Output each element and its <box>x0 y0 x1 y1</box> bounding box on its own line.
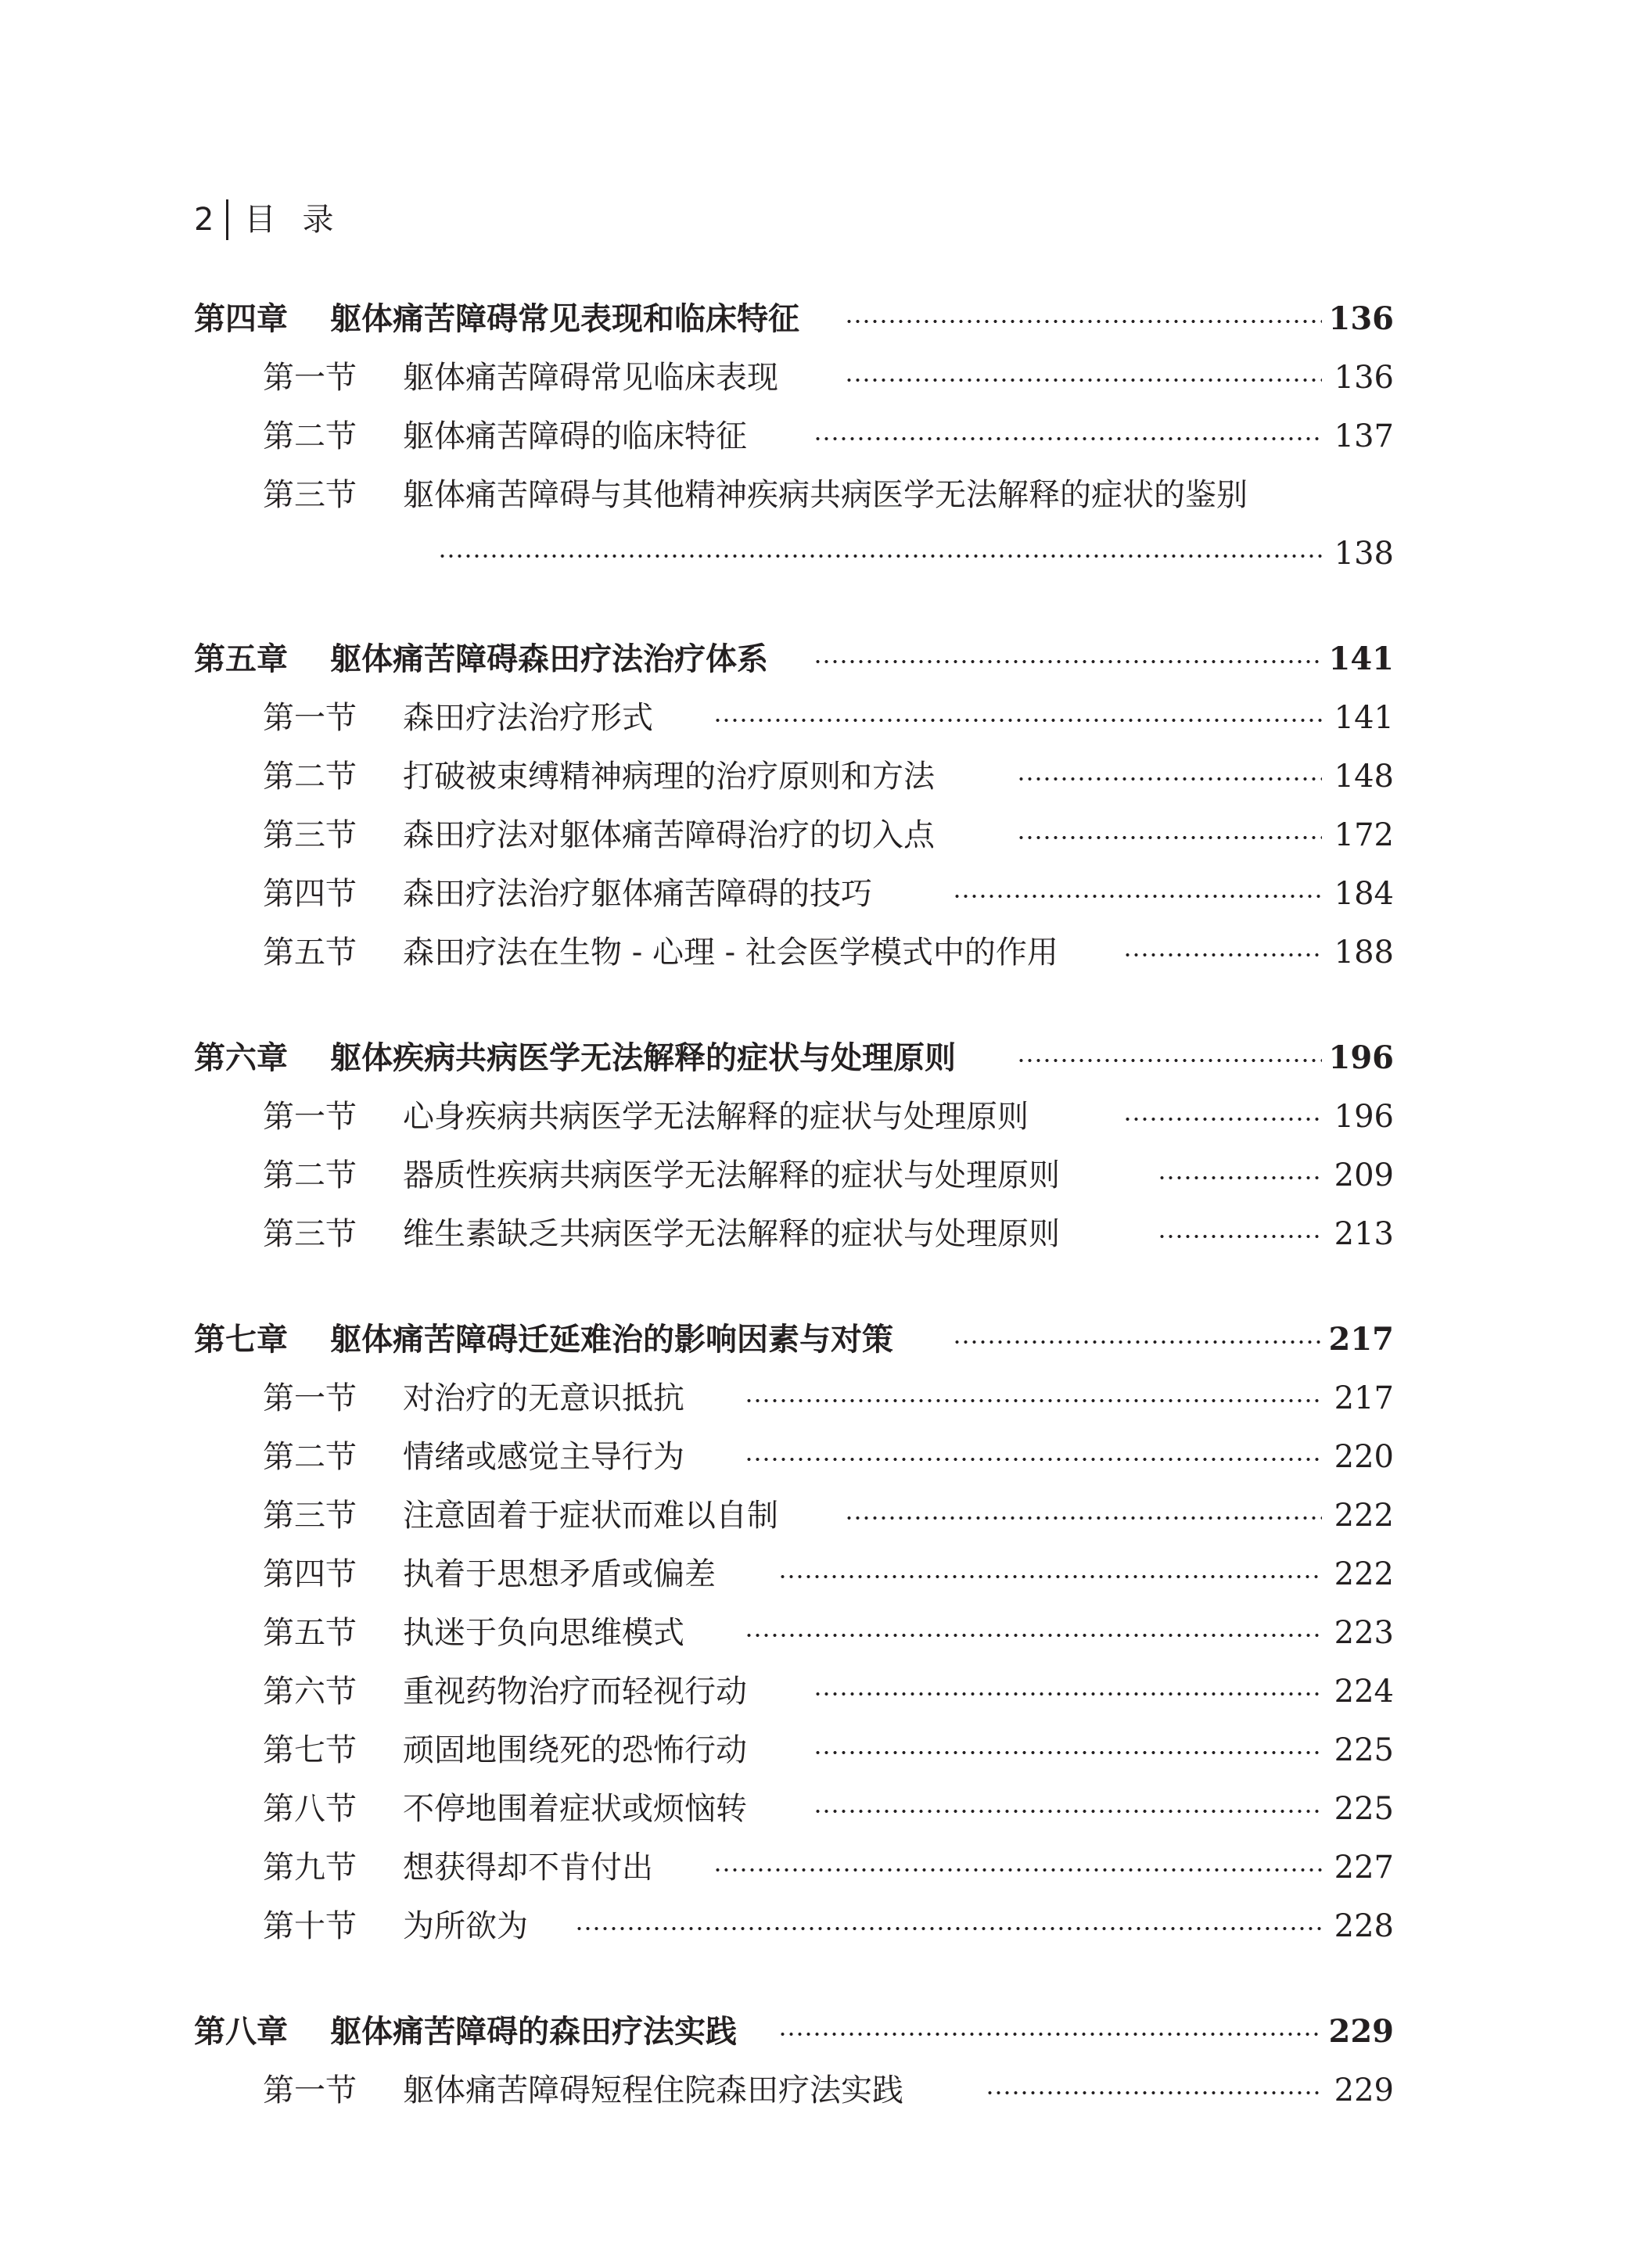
section-title: 森田疗法治疗形式 <box>403 700 653 736</box>
leader-dots <box>814 660 1322 663</box>
toc-section-row <box>0 694 1627 741</box>
toc-section-row <box>0 1211 1627 1258</box>
toc-chapter-row <box>0 636 1627 683</box>
toc-section-row <box>0 753 1627 800</box>
section-title: 对治疗的无意识抵抗 <box>403 1380 684 1416</box>
section-title: 执迷于负向思维模式 <box>403 1615 684 1651</box>
section-title: 不停地围着症状或烦恼转 <box>403 1791 747 1827</box>
leader-dots <box>986 2091 1322 2094</box>
page-number: 217 <box>1334 1380 1394 1416</box>
leader-dots <box>745 1634 1322 1637</box>
page-number: 224 <box>1334 1674 1394 1710</box>
section-title: 顽固地围绕死的恐怖行动 <box>403 1732 747 1768</box>
chapter-title: 躯体痛苦障碍迁延难治的影响因素与对策 <box>330 1322 893 1358</box>
section-title: 森田疗法在生物 - 心理 - 社会医学模式中的作用 <box>403 935 1058 971</box>
section-label: 第五节 <box>263 935 357 971</box>
toc-chapter-row <box>0 1035 1627 1082</box>
page-number: 227 <box>1334 1850 1394 1886</box>
header-title: 目录 <box>244 202 361 238</box>
section-title: 器质性疾病共病医学无法解释的症状与处理原则 <box>403 1157 1060 1193</box>
header-page-number: 2 <box>194 202 214 238</box>
leader-dots <box>745 1458 1322 1461</box>
section-title: 情绪或感觉主导行为 <box>403 1439 684 1475</box>
page-number: 229 <box>1328 2013 1394 2050</box>
page-number: 222 <box>1334 1556 1394 1592</box>
leader-dots <box>1158 1235 1322 1238</box>
toc-section-row <box>0 413 1627 460</box>
page-number: 141 <box>1328 641 1394 677</box>
page-number: 172 <box>1334 817 1394 853</box>
chapter-title: 躯体疾病共病医学无法解释的症状与处理原则 <box>330 1040 956 1076</box>
leader-dots <box>814 437 1322 440</box>
leader-dots <box>713 1868 1322 1871</box>
leader-dots <box>845 320 1322 323</box>
leader-dots <box>845 1516 1322 1520</box>
section-label: 第九节 <box>263 1850 357 1886</box>
leader-dots <box>814 1810 1322 1813</box>
section-title: 注意固着于症状而难以自制 <box>403 1498 778 1534</box>
toc-section-row <box>0 1375 1627 1422</box>
page-number: 213 <box>1334 1216 1394 1252</box>
section-label: 第七节 <box>263 1732 357 1768</box>
chapter-label: 第六章 <box>194 1040 288 1076</box>
section-title: 躯体痛苦障碍的临床特征 <box>403 418 747 454</box>
page-number: 209 <box>1334 1157 1394 1193</box>
chapter-label: 第八章 <box>194 2014 288 2050</box>
section-label: 第一节 <box>263 700 357 736</box>
leader-dots <box>845 379 1322 382</box>
section-title: 想获得却不肯付出 <box>403 1850 653 1886</box>
toc-section-row <box>0 1093 1627 1140</box>
toc-section-row <box>0 1727 1627 1774</box>
leader-dots <box>438 554 1322 558</box>
toc-section-row <box>0 472 1627 519</box>
leader-dots <box>1123 1118 1322 1121</box>
toc-section-row <box>0 2067 1627 2114</box>
leader-dots <box>575 1927 1322 1930</box>
page-number: 188 <box>1334 935 1394 971</box>
chapter-label: 第七章 <box>194 1322 288 1358</box>
section-label: 第二节 <box>263 418 357 454</box>
toc-section-row <box>0 1609 1627 1656</box>
leader-dots <box>778 1575 1322 1578</box>
page-number: 196 <box>1328 1039 1394 1076</box>
section-label: 第三节 <box>263 1216 357 1252</box>
toc-section-row <box>0 1152 1627 1199</box>
section-title: 维生素缺乏共病医学无法解释的症状与处理原则 <box>403 1216 1060 1252</box>
section-label: 第二节 <box>263 1157 357 1193</box>
section-label: 第一节 <box>263 1099 357 1135</box>
section-label: 第三节 <box>263 817 357 853</box>
section-title: 躯体痛苦障碍与其他精神疾病共病医学无法解释的症状的鉴别 <box>403 477 1248 513</box>
section-label: 第一节 <box>263 2072 357 2108</box>
leader-dots <box>778 2033 1322 2036</box>
section-title: 躯体痛苦障碍常见临床表现 <box>403 360 778 396</box>
section-label: 第四节 <box>263 1556 357 1592</box>
toc-section-row <box>0 1668 1627 1715</box>
page-number: 136 <box>1328 300 1394 337</box>
leader-dots <box>745 1399 1322 1402</box>
page-number: 196 <box>1334 1099 1394 1135</box>
toc-section-row <box>0 1903 1627 1950</box>
page-number: 228 <box>1334 1908 1394 1944</box>
section-label: 第二节 <box>263 759 357 795</box>
chapter-title: 躯体痛苦障碍常见表现和临床特征 <box>330 301 799 337</box>
section-label: 第一节 <box>263 360 357 396</box>
leader-dots <box>814 1692 1322 1696</box>
toc-section-row <box>0 1551 1627 1598</box>
leader-dots <box>1017 1059 1322 1062</box>
section-title: 森田疗法对躯体痛苦障碍治疗的切入点 <box>403 817 935 853</box>
page-number: 229 <box>1334 2072 1394 2108</box>
section-label: 第三节 <box>263 477 357 513</box>
leader-dots <box>814 1751 1322 1754</box>
page-number: 223 <box>1334 1615 1394 1651</box>
leader-dots <box>1123 953 1322 956</box>
toc-section-row <box>0 530 1627 577</box>
leader-dots <box>1017 777 1322 781</box>
section-label: 第四节 <box>263 876 357 912</box>
toc-section-row <box>0 1434 1627 1480</box>
toc-section-row <box>0 354 1627 401</box>
section-label: 第二节 <box>263 1439 357 1475</box>
section-title: 为所欲为 <box>403 1908 528 1944</box>
toc-section-row <box>0 1492 1627 1539</box>
leader-dots <box>953 895 1322 898</box>
toc-section-row <box>0 1785 1627 1832</box>
section-label: 第十节 <box>263 1908 357 1944</box>
toc-chapter-row <box>0 296 1627 343</box>
section-title: 躯体痛苦障碍短程住院森田疗法实践 <box>403 2072 903 2108</box>
section-label: 第八节 <box>263 1791 357 1827</box>
chapter-label: 第五章 <box>194 641 288 677</box>
section-title: 执着于思想矛盾或偏差 <box>403 1556 716 1592</box>
section-title: 森田疗法治疗躯体痛苦障碍的技巧 <box>403 876 872 912</box>
chapter-title: 躯体痛苦障碍森田疗法治疗体系 <box>330 641 768 677</box>
page-number: 184 <box>1334 876 1394 912</box>
page-number: 137 <box>1334 418 1394 454</box>
toc-section-row <box>0 812 1627 859</box>
section-title: 心身疾病共病医学无法解释的症状与处理原则 <box>403 1099 1029 1135</box>
chapter-title: 躯体痛苦障碍的森田疗法实践 <box>330 2014 737 2050</box>
page-number: 225 <box>1334 1791 1394 1827</box>
chapter-label: 第四章 <box>194 301 288 337</box>
toc-chapter-row <box>0 2008 1627 2055</box>
page-number: 148 <box>1334 759 1394 795</box>
page-number: 138 <box>1334 536 1394 572</box>
toc-chapter-row <box>0 1316 1627 1363</box>
page-number: 136 <box>1334 360 1394 396</box>
toc-section-row <box>0 1844 1627 1891</box>
leader-dots <box>953 1340 1322 1344</box>
section-label: 第五节 <box>263 1615 357 1651</box>
page-number: 225 <box>1334 1732 1394 1768</box>
page-number: 220 <box>1334 1439 1394 1475</box>
section-label: 第三节 <box>263 1498 357 1534</box>
toc-section-row <box>0 929 1627 976</box>
leader-dots <box>1158 1176 1322 1179</box>
section-title: 重视药物治疗而轻视行动 <box>403 1674 747 1710</box>
section-label: 第六节 <box>263 1674 357 1710</box>
section-title: 打破被束缚精神病理的治疗原则和方法 <box>403 759 935 795</box>
leader-dots <box>1017 836 1322 839</box>
page-number: 222 <box>1334 1498 1394 1534</box>
leader-dots <box>713 719 1322 722</box>
page-number: 217 <box>1328 1321 1394 1358</box>
toc-section-row <box>0 870 1627 917</box>
page-number: 141 <box>1334 700 1394 736</box>
section-label: 第一节 <box>263 1380 357 1416</box>
